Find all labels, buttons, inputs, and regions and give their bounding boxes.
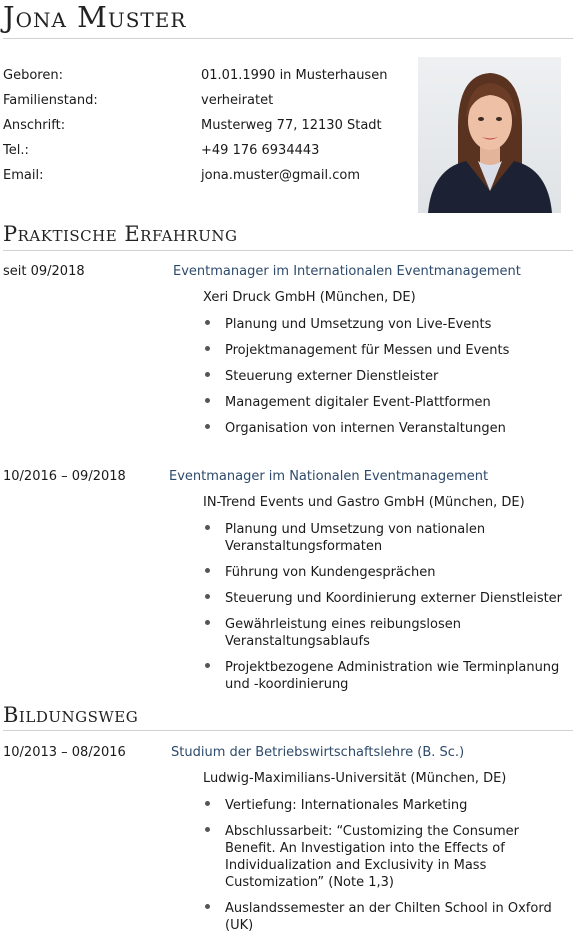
entry-company: Ludwig-Maximilians-Universität (München, DE) bbox=[203, 771, 507, 786]
entry-title: Eventmanager im Internationalen Eventmanagement bbox=[173, 264, 521, 279]
list-item: Projektmanagement für Messen und Events bbox=[203, 342, 568, 359]
entry-date: seit 09/2018 bbox=[3, 264, 85, 279]
entry-company: IN-Trend Events und Gastro GmbH (München, DE) bbox=[203, 495, 525, 510]
section-title-education: Bildungsweg bbox=[3, 703, 139, 727]
entry-bullets bbox=[203, 316, 568, 437]
entry-title: Studium der Betriebswirtschaftslehre (B. Sc.) bbox=[171, 745, 465, 760]
experience-rule bbox=[3, 250, 573, 251]
entry-bullets bbox=[203, 521, 563, 693]
header-rule bbox=[3, 38, 573, 39]
personal-label: Anschrift: bbox=[3, 118, 66, 133]
section-title-experience: Praktische Erfahrung bbox=[3, 222, 238, 246]
list-item: Auslandssemester an der Chilten School in Oxford (UK) bbox=[203, 900, 563, 934]
personal-row-email bbox=[3, 168, 413, 193]
personal-row-phone bbox=[3, 143, 413, 168]
personal-row-address bbox=[3, 118, 413, 143]
personal-value: verheiratet bbox=[201, 93, 274, 108]
personal-value: Musterweg 77, 12130 Stadt bbox=[201, 118, 382, 133]
entry-company: Xeri Druck GmbH (München, DE) bbox=[203, 290, 416, 305]
list-item: Management digitaler Event-Plattformen bbox=[203, 394, 568, 411]
list-item: Abschlussarbeit: “Customizing the Consumer Benefit. An Investigation into the Effects of Individualization and Exclusivity in Mass Customization” (Note 1,3) bbox=[203, 823, 563, 891]
entry-bullets bbox=[203, 797, 563, 934]
list-item: Planung und Umsetzung von nationalen Veranstaltungsformaten bbox=[203, 521, 563, 555]
personal-label: Familienstand: bbox=[3, 93, 98, 108]
personal-row-marital bbox=[3, 93, 413, 118]
profile-photo bbox=[418, 57, 561, 213]
personal-row-birth bbox=[3, 68, 413, 93]
cv-name: Jona Muster bbox=[3, 0, 187, 34]
list-item: Führung von Kundengesprächen bbox=[203, 564, 563, 581]
entry-date: 10/2013 – 08/2016 bbox=[3, 745, 126, 760]
personal-value: jona.muster@gmail.com bbox=[201, 168, 361, 183]
personal-value: 01.01.1990 in Musterhausen bbox=[201, 68, 388, 83]
list-item: Projektbezogene Administration wie Terminplanung und -koordinierung bbox=[203, 659, 563, 693]
list-item: Vertiefung: Internationales Marketing bbox=[203, 797, 563, 814]
entry-date: 10/2016 – 09/2018 bbox=[3, 469, 126, 484]
portrait-illustration bbox=[418, 57, 561, 213]
personal-label: Tel.: bbox=[3, 143, 29, 158]
personal-label: Email: bbox=[3, 168, 44, 183]
list-item: Steuerung externer Dienstleister bbox=[203, 368, 568, 385]
personal-info bbox=[3, 68, 413, 193]
education-rule bbox=[3, 730, 573, 731]
list-item: Organisation von internen Veranstaltungen bbox=[203, 420, 568, 437]
list-item: Planung und Umsetzung von Live-Events bbox=[203, 316, 568, 333]
list-item: Gewährleistung eines reibungslosen Veranstaltungsablaufs bbox=[203, 616, 563, 650]
entry-title: Eventmanager im Nationalen Eventmanagement bbox=[169, 469, 489, 484]
list-item: Steuerung und Koordinierung externer Dienstleister bbox=[203, 590, 563, 607]
personal-value: +49 176 6934443 bbox=[201, 143, 320, 158]
personal-label: Geboren: bbox=[3, 68, 63, 83]
